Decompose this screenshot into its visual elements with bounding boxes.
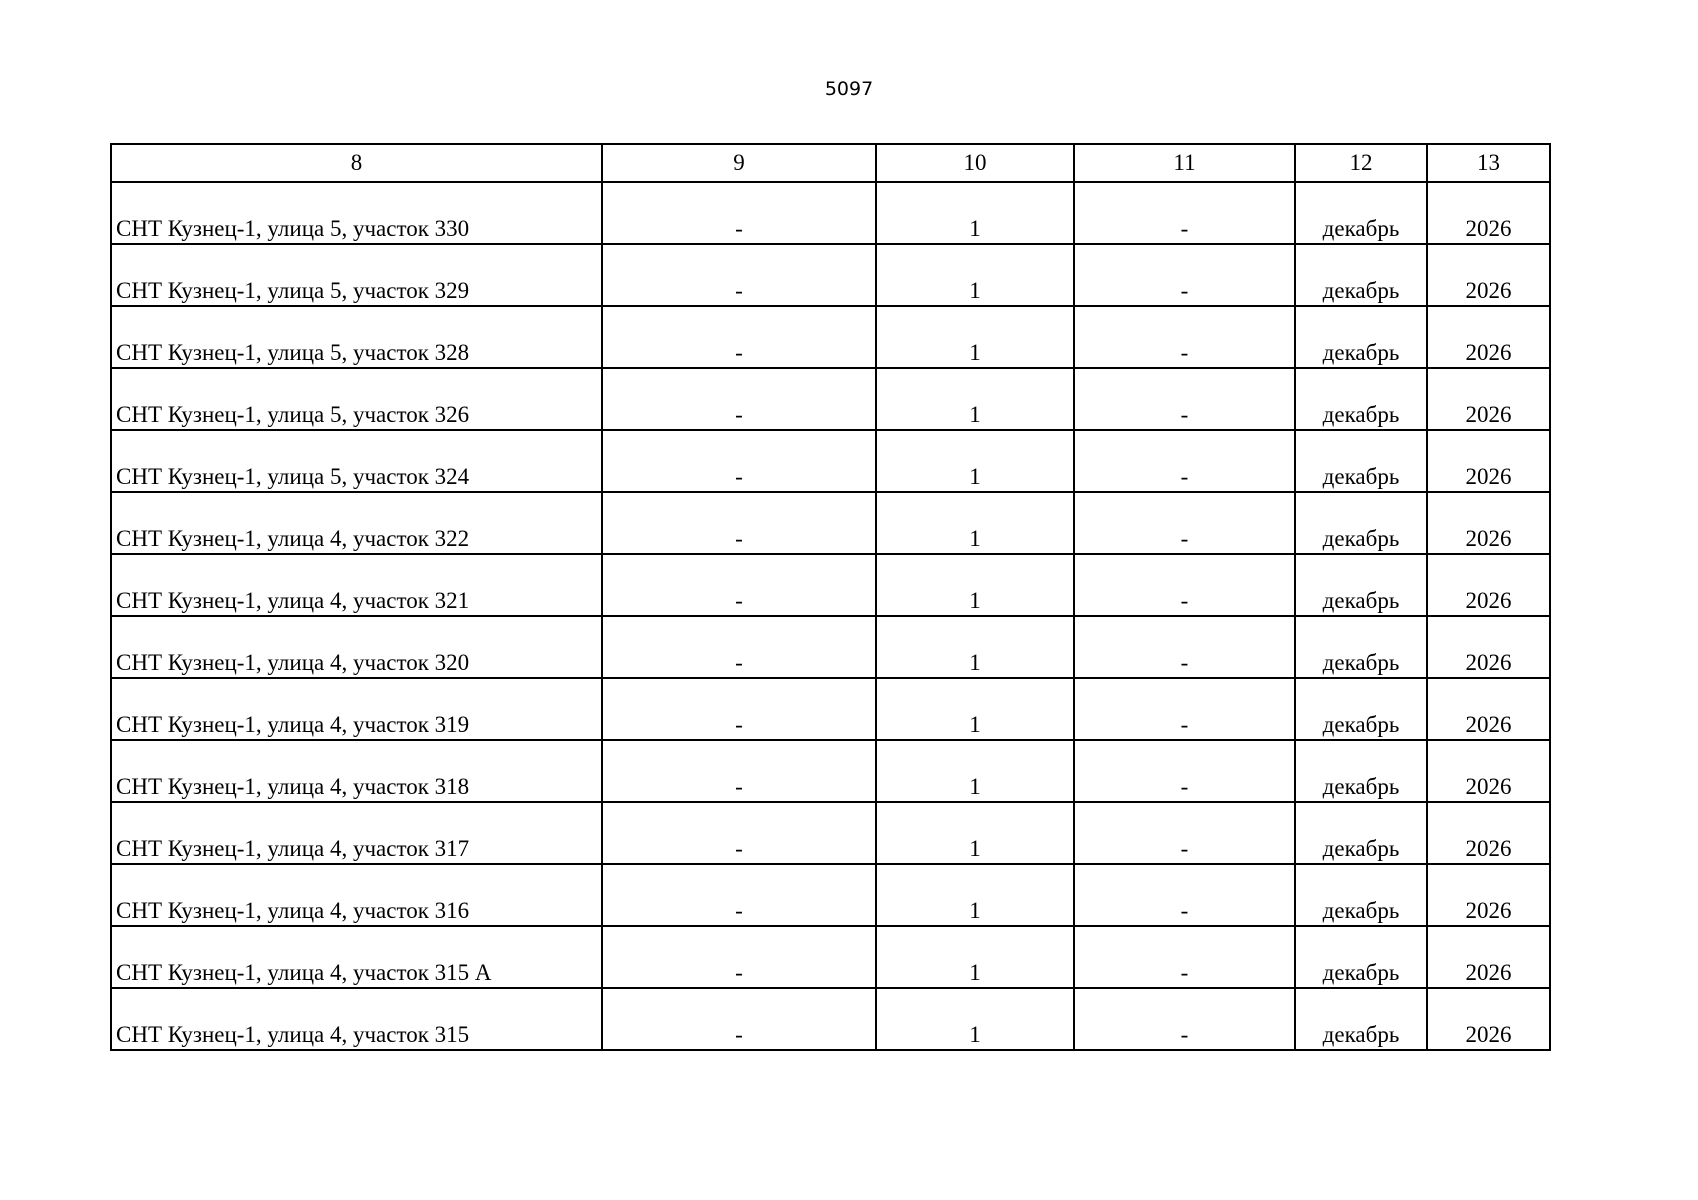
month-cell: декабрь — [1295, 616, 1427, 678]
col-9-cell: - — [602, 306, 876, 368]
col-10-cell: 1 — [876, 864, 1074, 926]
table-body — [111, 144, 1550, 1050]
table-row — [111, 802, 1550, 864]
column-header: 11 — [1074, 144, 1295, 182]
col-11-cell: - — [1074, 430, 1295, 492]
year-cell: 2026 — [1427, 802, 1550, 864]
table-row — [111, 306, 1550, 368]
month-cell: декабрь — [1295, 988, 1427, 1050]
col-10-cell: 1 — [876, 616, 1074, 678]
year-cell: 2026 — [1427, 492, 1550, 554]
month-cell: декабрь — [1295, 554, 1427, 616]
year-cell: 2026 — [1427, 678, 1550, 740]
col-11-cell: - — [1074, 802, 1295, 864]
month-cell: декабрь — [1295, 182, 1427, 244]
address-cell: СНТ Кузнец-1, улица 4, участок 316 — [111, 864, 602, 926]
table-row — [111, 430, 1550, 492]
table-row — [111, 740, 1550, 802]
year-cell: 2026 — [1427, 368, 1550, 430]
address-cell: СНТ Кузнец-1, улица 5, участок 329 — [111, 244, 602, 306]
address-cell: СНТ Кузнец-1, улица 4, участок 322 — [111, 492, 602, 554]
month-cell: декабрь — [1295, 368, 1427, 430]
table-row — [111, 182, 1550, 244]
column-header: 12 — [1295, 144, 1427, 182]
col-11-cell: - — [1074, 368, 1295, 430]
col-11-cell: - — [1074, 244, 1295, 306]
col-9-cell: - — [602, 926, 876, 988]
col-9-cell: - — [602, 864, 876, 926]
col-10-cell: 1 — [876, 368, 1074, 430]
col-10-cell: 1 — [876, 182, 1074, 244]
col-9-cell: - — [602, 430, 876, 492]
address-cell: СНТ Кузнец-1, улица 5, участок 330 — [111, 182, 602, 244]
address-cell: СНТ Кузнец-1, улица 4, участок 319 — [111, 678, 602, 740]
col-11-cell: - — [1074, 492, 1295, 554]
col-11-cell: - — [1074, 306, 1295, 368]
column-header: 8 — [111, 144, 602, 182]
address-cell: СНТ Кузнец-1, улица 4, участок 318 — [111, 740, 602, 802]
year-cell: 2026 — [1427, 864, 1550, 926]
year-cell: 2026 — [1427, 988, 1550, 1050]
col-11-cell: - — [1074, 864, 1295, 926]
table-row — [111, 678, 1550, 740]
col-11-cell: - — [1074, 926, 1295, 988]
col-10-cell: 1 — [876, 678, 1074, 740]
col-11-cell: - — [1074, 554, 1295, 616]
col-11-cell: - — [1074, 182, 1295, 244]
month-cell: декабрь — [1295, 430, 1427, 492]
table-row — [111, 864, 1550, 926]
address-cell: СНТ Кузнец-1, улица 5, участок 328 — [111, 306, 602, 368]
year-cell: 2026 — [1427, 926, 1550, 988]
month-cell: декабрь — [1295, 926, 1427, 988]
col-9-cell: - — [602, 616, 876, 678]
address-cell: СНТ Кузнец-1, улица 4, участок 317 — [111, 802, 602, 864]
month-cell: декабрь — [1295, 306, 1427, 368]
column-header: 9 — [602, 144, 876, 182]
year-cell: 2026 — [1427, 554, 1550, 616]
table-row — [111, 988, 1550, 1050]
table-row — [111, 554, 1550, 616]
month-cell: декабрь — [1295, 740, 1427, 802]
col-10-cell: 1 — [876, 802, 1074, 864]
col-9-cell: - — [602, 740, 876, 802]
col-9-cell: - — [602, 988, 876, 1050]
col-9-cell: - — [602, 554, 876, 616]
month-cell: декабрь — [1295, 678, 1427, 740]
col-10-cell: 1 — [876, 430, 1074, 492]
col-9-cell: - — [602, 244, 876, 306]
col-10-cell: 1 — [876, 988, 1074, 1050]
col-10-cell: 1 — [876, 554, 1074, 616]
col-11-cell: - — [1074, 616, 1295, 678]
col-10-cell: 1 — [876, 492, 1074, 554]
col-10-cell: 1 — [876, 926, 1074, 988]
month-cell: декабрь — [1295, 864, 1427, 926]
month-cell: декабрь — [1295, 244, 1427, 306]
month-cell: декабрь — [1295, 492, 1427, 554]
table-row — [111, 926, 1550, 988]
col-9-cell: - — [602, 678, 876, 740]
col-11-cell: - — [1074, 740, 1295, 802]
year-cell: 2026 — [1427, 740, 1550, 802]
address-cell: СНТ Кузнец-1, улица 4, участок 315 А — [111, 926, 602, 988]
col-9-cell: - — [602, 492, 876, 554]
address-cell: СНТ Кузнец-1, улица 4, участок 315 — [111, 988, 602, 1050]
table-row — [111, 616, 1550, 678]
column-header: 10 — [876, 144, 1074, 182]
col-9-cell: - — [602, 368, 876, 430]
page-number: 5097 — [824, 78, 874, 100]
address-cell: СНТ Кузнец-1, улица 5, участок 326 — [111, 368, 602, 430]
table-header-row — [111, 144, 1550, 182]
address-cell: СНТ Кузнец-1, улица 5, участок 324 — [111, 430, 602, 492]
year-cell: 2026 — [1427, 244, 1550, 306]
column-header: 13 — [1427, 144, 1550, 182]
year-cell: 2026 — [1427, 430, 1550, 492]
col-11-cell: - — [1074, 988, 1295, 1050]
col-9-cell: - — [602, 802, 876, 864]
table-row — [111, 244, 1550, 306]
col-10-cell: 1 — [876, 306, 1074, 368]
address-cell: СНТ Кузнец-1, улица 4, участок 320 — [111, 616, 602, 678]
col-11-cell: - — [1074, 678, 1295, 740]
col-10-cell: 1 — [876, 244, 1074, 306]
month-cell: декабрь — [1295, 802, 1427, 864]
year-cell: 2026 — [1427, 306, 1550, 368]
data-table — [110, 143, 1551, 1051]
address-cell: СНТ Кузнец-1, улица 4, участок 321 — [111, 554, 602, 616]
year-cell: 2026 — [1427, 616, 1550, 678]
col-10-cell: 1 — [876, 740, 1074, 802]
table-row — [111, 492, 1550, 554]
table-row — [111, 368, 1550, 430]
col-9-cell: - — [602, 182, 876, 244]
year-cell: 2026 — [1427, 182, 1550, 244]
